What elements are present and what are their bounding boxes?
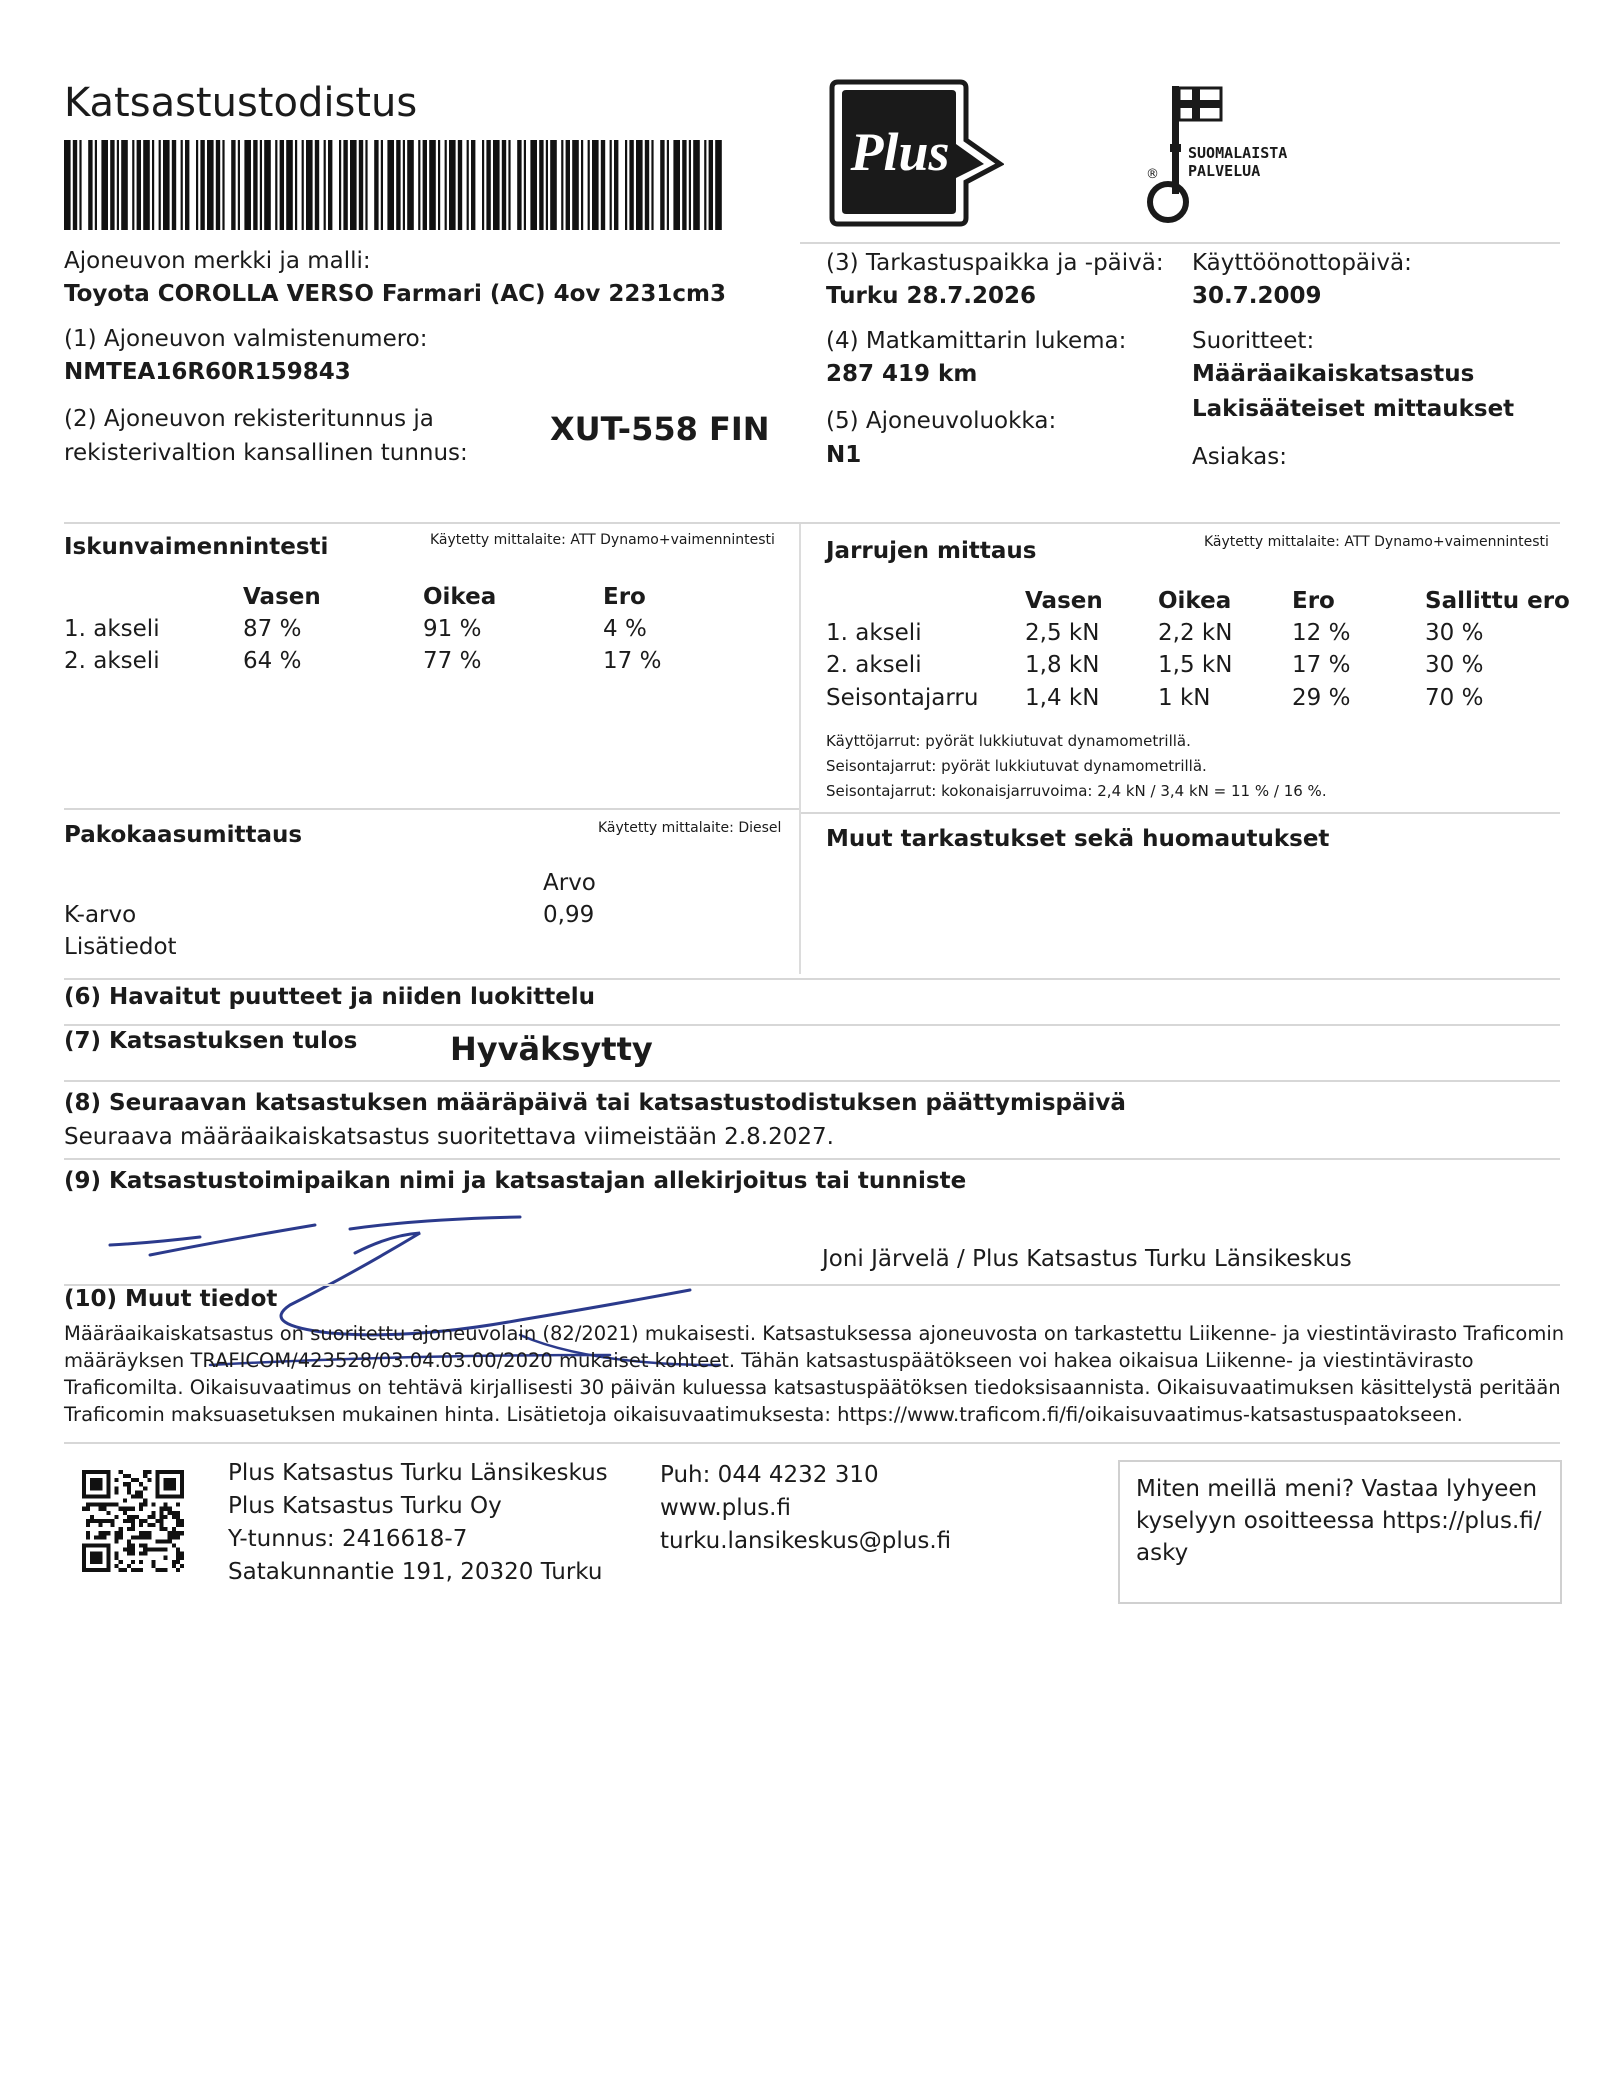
divider — [64, 1080, 1560, 1082]
divider — [64, 978, 1560, 980]
next-inspection-label: (8) Seuraavan katsastuksen määräpäivä tai katsastustodistuksen päättymispäivä — [64, 1090, 1126, 1116]
row-allowed: 30 % — [1425, 652, 1484, 678]
company-name: Plus Katsastus Turku Länsikeskus — [228, 1460, 608, 1486]
exhaust-title: Pakokaasumittaus — [64, 822, 303, 848]
defects-label: (6) Havaitut puutteet ja niiden luokittelu — [64, 984, 596, 1010]
row-diff: 29 % — [1292, 685, 1351, 711]
row-left: 1,8 kN — [1025, 652, 1100, 678]
row-right: 91 % — [423, 616, 482, 642]
divider — [800, 242, 1560, 244]
brakes-title: Jarrujen mittaus — [826, 538, 1037, 564]
row-label: 1. akseli — [64, 616, 160, 642]
shock-device: Käytetty mittalaite: ATT Dynamo+vaimennintesti — [430, 532, 775, 548]
inspector-name: Joni Järvelä / Plus Katsastus Turku Länsikeskus — [822, 1246, 1352, 1272]
make-value: Toyota COROLLA VERSO Farmari (AC) 4ov 2231cm3 — [64, 281, 726, 307]
place-value: Turku 28.7.2026 — [826, 283, 1037, 309]
phone[interactable]: Puh: 044 4232 310 — [660, 1462, 879, 1488]
vin-label: (1) Ajoneuvon valmistenumero: — [64, 326, 428, 352]
brakes-note: Käyttöjarrut: pyörät lukkiutuvat dynamometrillä. — [826, 732, 1191, 750]
row-right: 2,2 kN — [1158, 620, 1233, 646]
barcode — [64, 140, 722, 230]
row-label: 2. akseli — [64, 648, 160, 674]
row-left: 87 % — [243, 616, 302, 642]
divider — [64, 1024, 1560, 1026]
other-info-line: Määräaikaiskatsastus on suoritettu ajoneuvolain (82/2021) mukaisesti. Katsastuksessa ajoneuvosta on tarkastettu Liikenne- ja viestintävirasto Traficomin — [64, 1322, 1565, 1345]
suomalaista-palvelua-logo — [1132, 78, 1332, 226]
next-inspection-value: Seuraava määräaikaiskatsastus suoritettava viimeistään 2.8.2027. — [64, 1124, 834, 1150]
intro-date-value: 30.7.2009 — [1192, 283, 1322, 309]
brakes-header-allowed: Sallittu ero — [1425, 588, 1570, 614]
row-label: 1. akseli — [826, 620, 922, 646]
brakes-header-left: Vasen — [1025, 588, 1103, 614]
row-right: 1,5 kN — [1158, 652, 1233, 678]
flag-logo-line1: SUOMALAISTA — [1188, 144, 1288, 162]
row-allowed: 30 % — [1425, 620, 1484, 646]
row-left: 1,4 kN — [1025, 685, 1100, 711]
qr-code[interactable] — [82, 1470, 184, 1572]
divider — [64, 808, 799, 810]
result-label: (7) Katsastuksen tulos — [64, 1028, 358, 1054]
performed-label: Suoritteet: — [1192, 328, 1315, 354]
shock-header-left: Vasen — [243, 584, 321, 610]
shock-title: Iskunvaimennintesti — [64, 534, 329, 560]
row-left: 2,5 kN — [1025, 620, 1100, 646]
brakes-note: Seisontajarrut: pyörät lukkiutuvat dynamometrillä. — [826, 757, 1207, 775]
website-link[interactable]: www.plus.fi — [660, 1495, 791, 1521]
company-legal-name: Plus Katsastus Turku Oy — [228, 1493, 502, 1519]
row-label: Seisontajarru — [826, 685, 979, 711]
shock-header-diff: Ero — [603, 584, 646, 610]
other-info-line: määräyksen TRAFICOM/423528/03.04.03.00/2020 mukaiset kohteet. Tähän katsastuspäätökseen voi hakea oikaisua Liikenne- ja viestintävirasto — [64, 1349, 1474, 1372]
row-diff: 4 % — [603, 616, 647, 642]
performed-value-2: Lakisääteiset mittaukset — [1192, 396, 1515, 422]
plus-logo-text: Plus — [850, 122, 950, 182]
company-address: Satakunnantie 191, 20320 Turku — [228, 1559, 603, 1585]
row-right: 1 kN — [1158, 685, 1211, 711]
other-info-line: Traficomilta. Oikaisuvaatimus on tehtävä kirjallisesti 30 päivän kuluessa katsastuspäätöksen tiedoksisaannista. Oikaisuvaatimuksen käsittelystä peritään — [64, 1376, 1561, 1399]
survey-link[interactable]: kyselyyn osoitteessa https://plus.fi/ — [1136, 1508, 1542, 1534]
row-left: 64 % — [243, 648, 302, 674]
column-divider — [799, 524, 801, 974]
reg-label-1: (2) Ajoneuvon rekisteritunnus ja — [64, 406, 434, 432]
signature-label: (9) Katsastustoimipaikan nimi ja katsastajan allekirjoitus tai tunniste — [64, 1168, 967, 1194]
row-diff: 17 % — [603, 648, 662, 674]
survey-box — [1118, 1460, 1562, 1604]
brakes-device: Käytetty mittalaite: ATT Dynamo+vaimennintesti — [1204, 534, 1549, 550]
divider — [801, 812, 1560, 814]
class-value: N1 — [826, 442, 862, 468]
row-diff: 12 % — [1292, 620, 1351, 646]
business-id: Y-tunnus: 2416618-7 — [228, 1526, 468, 1552]
row-label: 2. akseli — [826, 652, 922, 678]
class-label: (5) Ajoneuvoluokka: — [826, 408, 1057, 434]
exhaust-device: Käytetty mittalaite: Diesel — [598, 820, 782, 836]
exhaust-value-header: Arvo — [543, 870, 596, 896]
survey-line: Miten meillä meni? Vastaa lyhyeen — [1136, 1476, 1538, 1502]
odometer-label: (4) Matkamittarin lukema: — [826, 328, 1127, 354]
other-info-label: (10) Muut tiedot — [64, 1286, 278, 1312]
customer-label: Asiakas: — [1192, 444, 1287, 470]
registered-mark: ® — [1146, 167, 1159, 182]
intro-date-label: Käyttöönottopäivä: — [1192, 250, 1412, 276]
place-label: (3) Tarkastuspaikka ja -päivä: — [826, 250, 1164, 276]
make-label: Ajoneuvon merkki ja malli: — [64, 248, 371, 274]
row-right: 77 % — [423, 648, 482, 674]
k-value-label: K-arvo — [64, 902, 137, 928]
vin-value: NMTEA16R60R159843 — [64, 359, 351, 385]
odometer-value: 287 419 km — [826, 361, 978, 387]
performed-value-1: Määräaikaiskatsastus — [1192, 361, 1475, 387]
survey-line: asky — [1136, 1540, 1189, 1566]
other-info-line: Traficomin maksuasetuksen mukainen hinta. Lisätietoja oikaisuvaatimuksesta: https://www.traficom.fi/fi/oikaisuvaatimus-katsastuspaatokseen. — [64, 1403, 1463, 1426]
shock-header-right: Oikea — [423, 584, 497, 610]
k-value: 0,99 — [543, 902, 595, 928]
extra-info-label: Lisätiedot — [64, 934, 177, 960]
flag-logo-line2: PALVELUA — [1188, 162, 1261, 180]
brakes-note: Seisontajarrut: kokonaisjarruvoima: 2,4 kN / 3,4 kN = 11 % / 16 %. — [826, 782, 1327, 800]
result-value: Hyväksytty — [450, 1030, 653, 1068]
brakes-header-right: Oikea — [1158, 588, 1232, 614]
other-checks-title: Muut tarkastukset sekä huomautukset — [826, 826, 1330, 852]
divider — [64, 1442, 1560, 1444]
email-link[interactable]: turku.lansikeskus@plus.fi — [660, 1528, 952, 1554]
brakes-header-diff: Ero — [1292, 588, 1335, 614]
divider — [64, 1158, 1560, 1160]
divider — [64, 1284, 1560, 1286]
row-diff: 17 % — [1292, 652, 1351, 678]
reg-label-2: rekisterivaltion kansallinen tunnus: — [64, 440, 468, 466]
page-title: Katsastustodistus — [64, 80, 418, 126]
plus-logo — [824, 78, 1004, 228]
registration-value: XUT-558 FIN — [550, 410, 770, 448]
divider — [64, 522, 1560, 524]
row-allowed: 70 % — [1425, 685, 1484, 711]
